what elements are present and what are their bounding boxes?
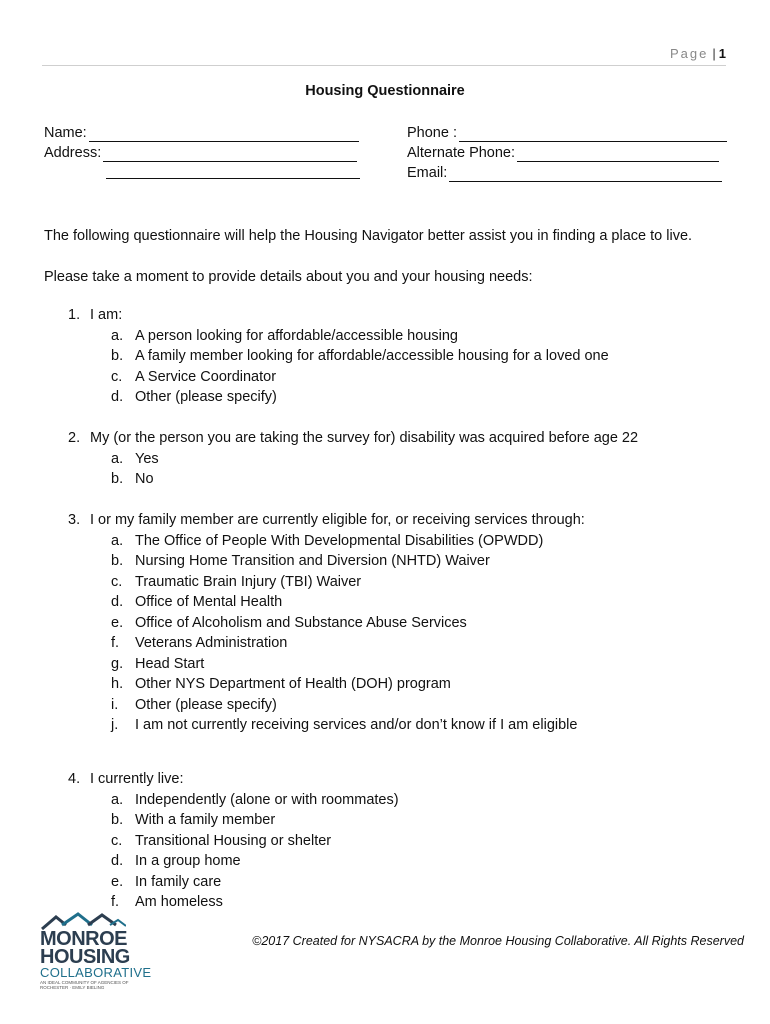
logo-line-collaborative: COLLABORATIVE	[40, 965, 152, 980]
header-divider	[42, 65, 726, 66]
phone-field	[407, 124, 727, 142]
email-field	[407, 164, 722, 182]
page-word: Page	[670, 46, 709, 61]
alternate-phone-label: Alternate Phone:	[407, 145, 516, 161]
address-line-2-field	[44, 164, 360, 179]
question-number: 3.	[68, 512, 81, 528]
question-text: I or my family member are currently eligible for, or receiving services through:	[90, 512, 585, 528]
address-field	[44, 144, 357, 162]
question-number: 1.	[68, 307, 81, 323]
phone-label: Phone :	[407, 125, 457, 141]
page-number-header: Page | 1	[670, 46, 726, 61]
email-label: Email:	[407, 165, 448, 181]
alternate-phone-field	[407, 144, 719, 162]
address-line-2-input[interactable]	[106, 164, 360, 179]
question-number: 2.	[68, 430, 81, 446]
address-input-line[interactable]	[103, 147, 357, 162]
page-number: 1	[718, 46, 726, 61]
logo-line-housing: HOUSING	[40, 946, 130, 968]
document-title: Housing Questionnaire	[305, 83, 465, 99]
phone-input-line[interactable]	[459, 127, 727, 142]
prompt-paragraph: Please take a moment to provide details about you and your housing needs:	[44, 269, 533, 285]
address-label: Address:	[44, 145, 102, 161]
name-label: Name:	[44, 125, 87, 141]
email-input-line[interactable]	[449, 167, 722, 182]
alternate-phone-input-line[interactable]	[517, 147, 719, 162]
question-text: I currently live:	[90, 771, 184, 787]
name-field	[44, 124, 359, 142]
question-text: My (or the person you are taking the survey for) disability was acquired before age 22	[90, 430, 639, 446]
intro-paragraph: The following questionnaire will help the Housing Navigator better assist you in finding a place to live.	[44, 228, 693, 244]
name-input-line[interactable]	[89, 127, 359, 142]
question-text: I am:	[90, 307, 123, 323]
question-number: 4.	[68, 771, 81, 787]
monroe-housing-logo	[40, 912, 152, 990]
logo-tagline: AN IDEAL COMMUNITY OF AGENCIES OF ROCHESTER · EMILY BIELING	[40, 980, 129, 990]
logo-line-monroe: MONROE	[40, 928, 127, 950]
copyright-footer: ©2017 Created for NYSACRA by the Monroe Housing Collaborative. All Rights Reserved	[252, 934, 744, 948]
